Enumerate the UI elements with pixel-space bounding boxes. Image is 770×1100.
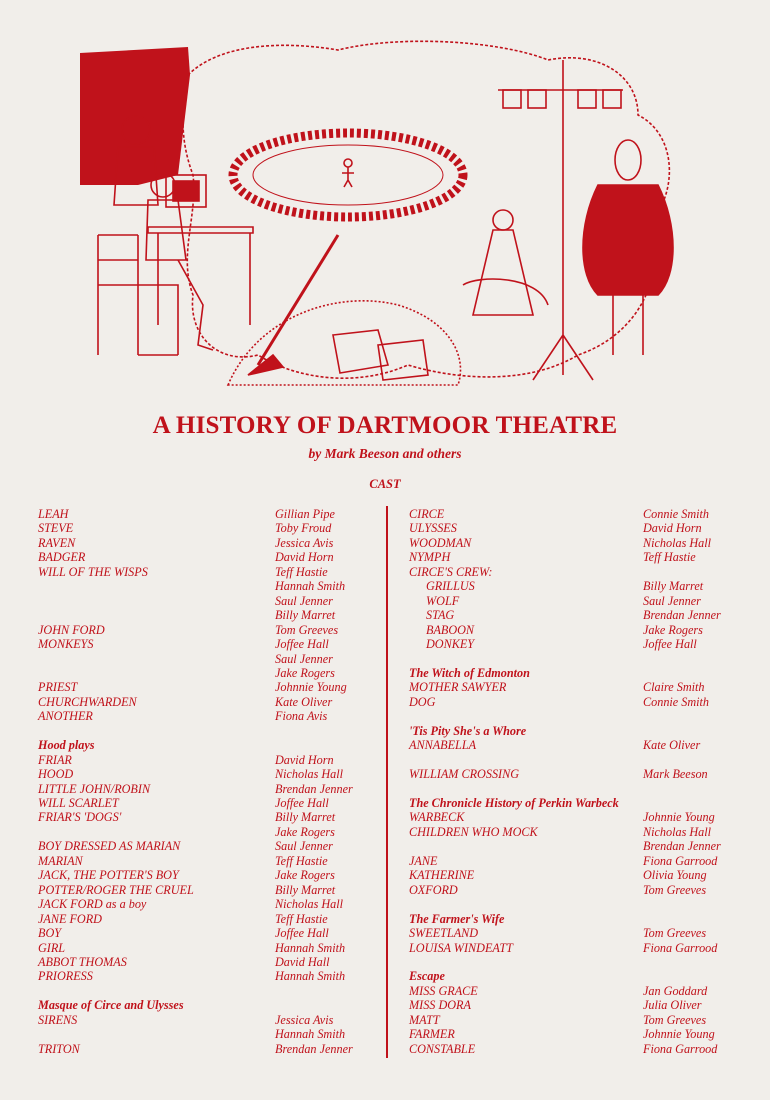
cast-actor: Brendan Jenner	[275, 781, 353, 796]
cast-role: RAVEN	[38, 535, 76, 550]
section-heading: Escape	[409, 969, 445, 984]
cast-actor: David Hall	[275, 954, 330, 969]
cast-role: ANOTHER	[38, 709, 93, 724]
cast-actor: Teff Hastie	[275, 564, 328, 579]
cast-role: LEAH	[38, 507, 69, 521]
cast-actor: Fiona Garrood	[643, 940, 718, 955]
cast-actor: Toby Froud	[275, 521, 332, 536]
cast-actor: Jake Rogers	[275, 824, 335, 839]
cast-role: MONKEYS	[38, 637, 94, 652]
cast-actor: Hannah Smith	[275, 940, 346, 955]
cast-actor: Brendan Jenner	[643, 839, 721, 854]
cast-role: JANE FORD	[38, 911, 102, 926]
cast-role: STEVE	[38, 521, 74, 536]
cast-actor: Hannah Smith	[275, 969, 346, 984]
cast-role: BADGER	[38, 550, 86, 565]
cast-role: CIRCE'S CREW:	[409, 564, 493, 579]
cast-role: CONSTABLE	[409, 1041, 476, 1056]
cast-role: WILL OF THE WISPS	[38, 564, 148, 579]
cast-role: DONKEY	[426, 637, 475, 652]
cast-actor: Johnnie Young	[643, 1027, 715, 1042]
cast-actor: Jake Rogers	[643, 622, 703, 637]
cast-actor: Tom Greeves	[643, 882, 707, 897]
cast-actor: Jake Rogers	[275, 665, 335, 680]
cast-actor: Connie Smith	[643, 694, 710, 709]
section-heading: Masque of Circe and Ulysses	[38, 998, 184, 1013]
cast-role: MOTHER SAWYER	[409, 680, 507, 695]
cast-role: BABOON	[426, 622, 475, 637]
cast-role: LOUISA WINDEATT	[409, 940, 513, 955]
cast-actor: Claire Smith	[643, 680, 705, 695]
cast-role: NYMPH	[409, 550, 451, 565]
cast-role: OXFORD	[409, 882, 458, 897]
cast-role: ANNABELLA	[409, 738, 477, 753]
cast-role: BOY	[38, 926, 62, 941]
cast-role: MISS DORA	[409, 998, 471, 1013]
cast-role: CIRCE	[409, 507, 445, 521]
cast-role: WILL SCARLET	[38, 796, 119, 810]
cast-actor: Nicholas Hall	[643, 535, 712, 550]
cast-role: FRIAR'S 'DOGS'	[38, 810, 122, 825]
cast-role: WARBECK	[409, 810, 465, 825]
cast-role: LITTLE JOHN/ROBIN	[38, 781, 151, 796]
cast-actor: Connie Smith	[643, 507, 710, 521]
cast-role: CHILDREN WHO MOCK	[409, 824, 538, 839]
cast-actor: Billy Marret	[275, 810, 336, 825]
cast-actor: Joffee Hall	[275, 926, 329, 941]
cast-actor: Kate Oliver	[643, 738, 701, 753]
cast-actor: David Horn	[643, 521, 702, 536]
cast-role: WOODMAN	[409, 535, 472, 550]
cast-actor: Teff Hastie	[275, 911, 328, 926]
cast-actor: Joffee Hall	[643, 637, 697, 652]
cast-actor: Jessica Avis	[275, 1012, 334, 1027]
cast-actor: Tom Greeves	[643, 1012, 707, 1027]
cast-actor: Teff Hastie	[275, 853, 328, 868]
cast-actor: Nicholas Hall	[643, 824, 712, 839]
cast-role: KATHERINE	[409, 868, 475, 883]
cast-role: ULYSSES	[409, 521, 457, 536]
cast-actor: Fiona Garrood	[643, 1041, 718, 1056]
section-heading: The Witch of Edmonton	[409, 665, 530, 680]
cast-actor: Tom Greeves	[643, 926, 707, 941]
cast-actor: David Horn	[275, 550, 334, 565]
cast-role: JACK, THE POTTER'S BOY	[38, 868, 179, 883]
cast-role: FARMER	[409, 1027, 455, 1042]
cast-actor: Joffee Hall	[275, 637, 329, 652]
cast-actor: Jan Goddard	[643, 983, 708, 998]
cast-role: POTTER/ROGER THE CRUEL	[38, 882, 194, 897]
cast-actor: Julia Oliver	[643, 998, 702, 1013]
cover-illustration	[78, 35, 698, 390]
cast-role: ABBOT THOMAS	[38, 954, 127, 969]
cast-heading: CAST	[369, 477, 401, 491]
cast-role: MARIAN	[38, 853, 83, 868]
cast-actor: Saul Jenner	[643, 593, 701, 608]
cast-actor: Nicholas Hall	[275, 767, 344, 782]
cast-actor: Nicholas Hall	[275, 897, 344, 912]
cast-role: PRIORESS	[38, 969, 93, 984]
cast-actor: Teff Hastie	[643, 550, 696, 565]
cast-role: CHURCHWARDEN	[38, 694, 137, 709]
cast-actor: Saul Jenner	[275, 593, 333, 608]
cast-role: JOHN FORD	[38, 622, 105, 637]
cast-actor: Mark Beeson	[643, 767, 708, 782]
cast-actor: Brendan Jenner	[643, 608, 721, 623]
section-heading: The Farmer's Wife	[409, 911, 505, 926]
cast-actor: Fiona Avis	[275, 709, 328, 724]
cast-actor: Johnnie Young	[275, 680, 347, 695]
cast-actor: Hannah Smith	[275, 1027, 346, 1042]
cast-role: BOY DRESSED AS MARIAN	[38, 839, 181, 854]
cast-actor: Jessica Avis	[275, 535, 334, 550]
cast-actor: Billy Marret	[275, 882, 336, 897]
section-heading: 'Tis Pity She's a Whore	[409, 723, 527, 738]
page-title: A HISTORY OF DARTMOOR THEATRE	[152, 412, 618, 439]
cast-role: MISS GRACE	[409, 983, 478, 998]
cast-actor: Olivia Young	[643, 868, 707, 883]
cast-actor: Gillian Pipe	[275, 507, 335, 521]
cast-role: PRIEST	[38, 680, 78, 695]
cast-actor: Saul Jenner	[275, 651, 333, 666]
byline: by Mark Beeson and others	[308, 446, 462, 461]
cast-actor: Johnnie Young	[643, 810, 715, 825]
cast-actor: David Horn	[275, 752, 334, 767]
cast-actor: Saul Jenner	[275, 839, 333, 854]
cast-actor: Tom Greeves	[275, 622, 339, 637]
cast-role: DOG	[409, 694, 436, 709]
cast-role: HOOD	[38, 767, 74, 782]
cast-actor: Hannah Smith	[275, 579, 346, 594]
cast-actor: Joffee Hall	[275, 796, 329, 810]
cast-role: MATT	[409, 1012, 440, 1027]
column-divider	[386, 506, 388, 1058]
cast-role: JACK FORD as a boy	[38, 897, 147, 912]
cast-role: GRILLUS	[426, 579, 475, 594]
cast-role: GIRL	[38, 940, 66, 955]
cast-actor: Brendan Jenner	[275, 1041, 353, 1056]
cast-role: WOLF	[426, 593, 460, 608]
cast-actor: Billy Marret	[275, 608, 336, 623]
cast-role: SIRENS	[38, 1012, 78, 1027]
cast-role: STAG	[426, 608, 455, 623]
cast-actor: Jake Rogers	[275, 868, 335, 883]
cast-role: JANE	[409, 853, 438, 868]
cast-actor: Fiona Garrood	[643, 853, 718, 868]
cast-role: TRITON	[38, 1041, 80, 1056]
cast-actor: Kate Oliver	[275, 694, 333, 709]
cast-role: FRIAR	[38, 752, 72, 767]
section-heading: Hood plays	[38, 738, 95, 753]
cast-actor: Billy Marret	[643, 579, 704, 594]
section-heading: The Chronicle History of Perkin Warbeck	[409, 796, 619, 810]
cast-role: SWEETLAND	[409, 926, 479, 941]
cast-role: WILLIAM CROSSING	[409, 767, 520, 782]
